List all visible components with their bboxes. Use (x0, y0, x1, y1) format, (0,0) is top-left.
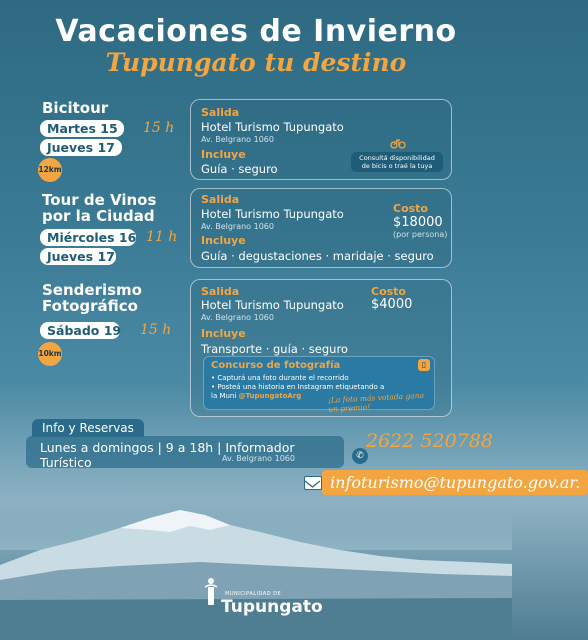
page-title: Vacaciones de Invierno (55, 14, 457, 49)
page-subtitle: Tupungato tu destino (105, 48, 407, 77)
senderismo-title-line-1: Senderismo (42, 281, 142, 299)
photo-contest-prize: ¡La foto más votada gana un premio! (327, 390, 425, 414)
senderismo-distance-badge: 10km (38, 342, 62, 366)
vinos-salida-label: Salida (201, 193, 240, 206)
vinos-title-line-1: Tour de Vinos (42, 191, 157, 209)
photo-contest-title: Concurso de fotografía (211, 360, 341, 371)
bicitour-distance-badge: 12km (38, 158, 62, 182)
senderismo-costo: $4000 (371, 297, 413, 312)
municipality-logo (203, 575, 323, 617)
bicitour-note-line-2: de bicis o traé la tuya (361, 162, 433, 170)
senderismo-card (190, 279, 452, 417)
photo-contest-box (203, 356, 435, 414)
bicitour-note-line-1: Consultá disponibilidad (359, 154, 435, 162)
vinos-title-line-2: por la Ciudad (42, 207, 155, 225)
vinos-day-2: Jueves 17 (40, 248, 116, 265)
bicitour-incluye-label: Incluye (201, 148, 246, 161)
bicitour-address: Av. Belgrano 1060 (201, 135, 274, 144)
info-email[interactable]: infoturismo@tupungato.gov.ar. (322, 470, 588, 495)
vinos-incluye-label: Incluye (201, 234, 246, 247)
vinos-place: Hotel Turismo Tupungato (201, 207, 344, 221)
bicitour-day-2: Jueves 17 (40, 139, 122, 156)
bicitour-card (190, 99, 452, 180)
senderismo-day: Sábado 19 (40, 322, 120, 339)
photo-contest-line-2: • Posteá una historia en Instagram etiquetando a (211, 383, 385, 391)
info-schedule: Lunes a domingos | 9 a 18h | Informador Turístico (40, 440, 295, 470)
senderismo-incluye-label: Incluye (201, 327, 246, 340)
senderismo-hour: 15 h (140, 322, 172, 338)
whatsapp-icon[interactable]: ✆ (352, 448, 368, 464)
vinos-incluye: Guía · degustaciones · maridaje · seguro (201, 249, 434, 263)
senderismo-salida-label: Salida (201, 285, 240, 298)
senderismo-costo-label: Costo (371, 285, 406, 298)
logo-small-text: MUNICIPALIDAD DE (225, 591, 282, 597)
bicitour-place: Hotel Turismo Tupungato (201, 120, 344, 134)
vinos-hour: 11 h (146, 229, 178, 245)
phone-icon: ▯ (418, 359, 430, 371)
info-tab: Info y Reservas (32, 419, 144, 437)
info-bar (26, 436, 344, 468)
photo-contest-line-1: • Capturá una foto durante el recorrido (211, 374, 349, 382)
bicitour-incluye: Guía · seguro (201, 162, 278, 176)
bicitour-salida-label: Salida (201, 106, 240, 119)
bicycle-icon (390, 138, 404, 148)
vinos-costo-label: Costo (393, 202, 428, 215)
senderismo-title-line-2: Fotográfico (42, 297, 138, 315)
photo-contest-line-3 (211, 392, 301, 401)
senderismo-incluye: Transporte · guía · seguro (201, 342, 348, 356)
mail-icon (304, 476, 322, 490)
photo-contest-line-3-prefix: la Muni (211, 392, 239, 400)
logo-i-icon (203, 577, 219, 607)
senderismo-address: Av. Belgrano 1060 (201, 313, 274, 322)
bicitour-hour: 15 h (143, 120, 175, 136)
vinos-address: Av. Belgrano 1060 (201, 222, 274, 231)
logo-name: Tupungato (221, 597, 323, 617)
vinos-costo: $18000 (393, 215, 443, 230)
info-address: Av. Belgrano 1060 (222, 454, 295, 463)
vinos-card (190, 188, 452, 268)
vinos-day-1: Miércoles 16 (40, 229, 136, 246)
senderismo-place: Hotel Turismo Tupungato (201, 298, 344, 312)
bicitour-title: Bicitour (42, 99, 109, 117)
bicitour-day-1: Martes 15 (40, 120, 124, 137)
vinos-costo-note: (por persona) (393, 230, 448, 239)
bicitour-note (351, 152, 443, 172)
info-phone[interactable]: 2622 520788 (366, 430, 493, 452)
instagram-handle: @TupungatoArg (238, 392, 302, 400)
